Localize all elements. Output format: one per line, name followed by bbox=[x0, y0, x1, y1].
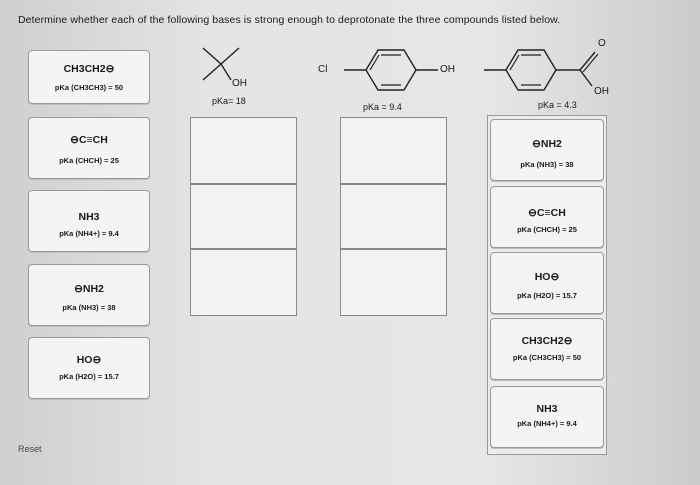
base-pka: pKa (CHCH) = 25 bbox=[517, 225, 577, 234]
methylbenzoic-pka: pKa = 4.3 bbox=[538, 100, 577, 110]
base-card-ammonia-right[interactable] bbox=[490, 386, 604, 448]
base-pka: pKa (H2O) = 15.7 bbox=[517, 291, 577, 300]
methylbenzoic-oh-label: OH bbox=[594, 86, 609, 97]
base-pka: pKa (CH3CH3) = 50 bbox=[54, 83, 124, 92]
base-card-amide-right[interactable] bbox=[490, 119, 604, 181]
base-species: ⊖C≡CH bbox=[70, 134, 108, 146]
chlorophenol-cl-label: Cl bbox=[318, 64, 328, 75]
base-card-acetylide-left[interactable] bbox=[28, 117, 150, 179]
base-card-ethyl-anion-right[interactable] bbox=[490, 318, 604, 380]
methylbenzoic-o-label: O bbox=[598, 38, 606, 49]
base-pka: pKa (CH3CH3) = 50 bbox=[512, 353, 582, 362]
drop-zone-chlorophenol-3[interactable] bbox=[340, 249, 447, 316]
base-card-amide-left[interactable] bbox=[28, 264, 150, 326]
base-species: ⊖NH2 bbox=[532, 138, 562, 150]
base-species: HO⊖ bbox=[534, 271, 560, 283]
base-species: ⊖C≡CH bbox=[528, 207, 566, 219]
base-pka: pKa (NH3) = 38 bbox=[62, 303, 116, 312]
base-species: NH3 bbox=[78, 211, 100, 223]
instruction-text: Determine whether each of the following bases is strong enough to deprotonate the three compounds listed below. bbox=[18, 14, 561, 26]
drop-zone-tert-butanol-2[interactable] bbox=[190, 184, 297, 249]
base-pka: pKa (NH3) = 38 bbox=[520, 160, 574, 169]
base-species: HO⊖ bbox=[76, 354, 102, 366]
reset-button[interactable]: Reset bbox=[18, 444, 42, 454]
drop-zone-chlorophenol-1[interactable] bbox=[340, 117, 447, 184]
base-card-acetylide-right[interactable] bbox=[490, 186, 604, 248]
chlorophenol-structure bbox=[330, 44, 450, 96]
base-card-hydroxide-left[interactable] bbox=[28, 337, 150, 399]
drop-zone-chlorophenol-2[interactable] bbox=[340, 184, 447, 249]
base-card-ammonia-left[interactable] bbox=[28, 190, 150, 252]
base-pka: pKa (NH4+) = 9.4 bbox=[517, 419, 577, 428]
chlorophenol-pka: pKa = 9.4 bbox=[363, 102, 402, 112]
methylbenzoic-acid-structure bbox=[480, 42, 610, 94]
base-species: NH3 bbox=[536, 403, 558, 415]
tert-butanol-oh-label: OH bbox=[232, 78, 247, 89]
base-species: ⊖NH2 bbox=[74, 283, 104, 295]
base-pka: pKa (NH4+) = 9.4 bbox=[59, 229, 119, 238]
tert-butanol-pka: pKa= 18 bbox=[212, 96, 246, 106]
base-species: CH3CH2⊖ bbox=[63, 63, 115, 75]
base-species: CH3CH2⊖ bbox=[521, 335, 573, 347]
drop-zone-tert-butanol-1[interactable] bbox=[190, 117, 297, 184]
base-card-hydroxide-right[interactable] bbox=[490, 252, 604, 314]
base-pka: pKa (CHCH) = 25 bbox=[59, 156, 119, 165]
base-pka: pKa (H2O) = 15.7 bbox=[59, 372, 119, 381]
base-card-ethyl-anion-header[interactable] bbox=[28, 50, 150, 104]
drop-zone-tert-butanol-3[interactable] bbox=[190, 249, 297, 316]
chlorophenol-oh-label: OH bbox=[440, 64, 455, 75]
